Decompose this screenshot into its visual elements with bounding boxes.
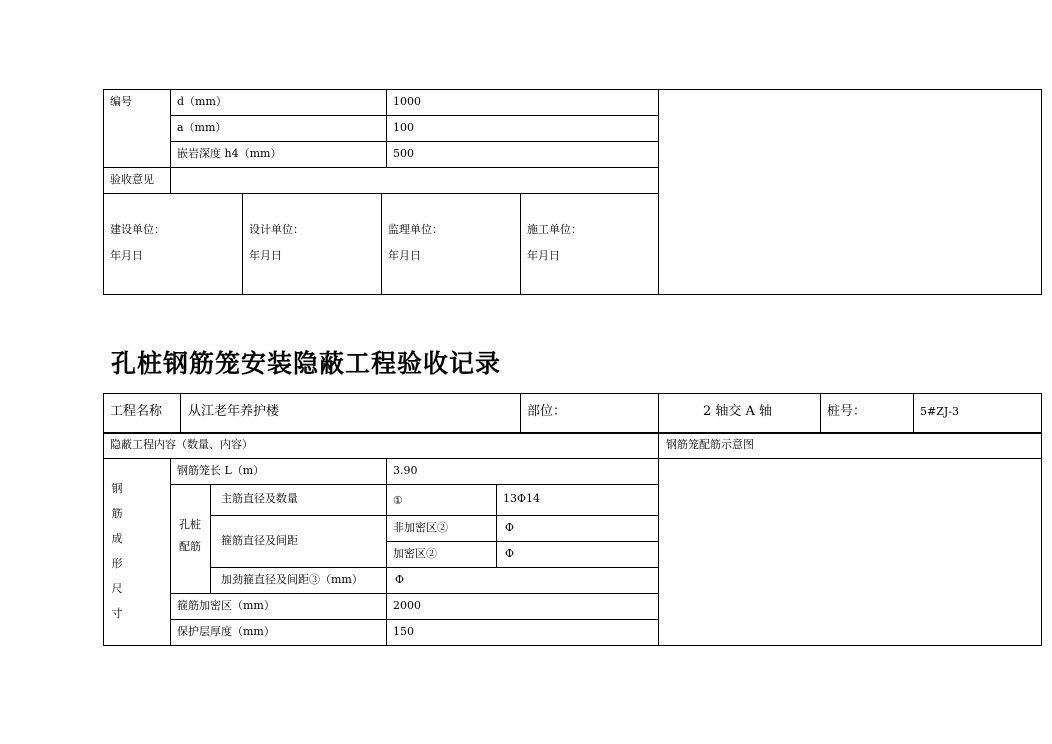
h4-label: 嵌岩深度 h4（mm） xyxy=(177,147,282,160)
d-value: 1000 xyxy=(393,95,421,108)
project-name-value: 从江老年养护楼 xyxy=(188,404,280,419)
signer-unit-construction: 建设单位： xyxy=(110,223,165,236)
main-bar-label: 主筋直径及数量 xyxy=(221,492,298,505)
main-bar-mark: ① xyxy=(393,494,403,507)
h4-value: 500 xyxy=(393,147,414,160)
signer-date-design: 年月日 xyxy=(249,249,282,262)
content-label: 隐蔽工程内容（数量、内容） xyxy=(110,438,253,451)
signer-date-construction: 年月日 xyxy=(110,249,143,262)
pile-no-value: 5#ZJ-3 xyxy=(920,405,959,418)
signer-unit-supervision: 监理单位： xyxy=(388,223,443,236)
cover-label: 保护层厚度（mm） xyxy=(177,625,275,638)
cover-value: 150 xyxy=(393,625,414,638)
rebar-size-side-label: 钢筋成形尺寸 xyxy=(111,482,123,620)
non-dense-label: 非加密区② xyxy=(393,521,448,534)
d-label: d（mm） xyxy=(177,95,227,108)
pile-no-label: 桩号： xyxy=(827,404,867,419)
diagram-label: 钢筋笼配筋示意图 xyxy=(666,438,754,451)
project-name-label: 工程名称 xyxy=(110,404,163,419)
dense-zone-label: 箍筋加密区（mm） xyxy=(177,599,275,612)
acceptance-label: 验收意见 xyxy=(110,173,154,186)
signer-unit-design: 设计单位： xyxy=(249,223,304,236)
dense-label: 加密区② xyxy=(393,547,437,560)
part-label: 部位： xyxy=(527,404,567,419)
part-value: 2 轴交 A 轴 xyxy=(703,404,773,419)
cage-length-label: 钢筋笼长 L（m） xyxy=(177,464,265,477)
top-table xyxy=(103,89,1042,295)
a-value: 100 xyxy=(393,121,414,134)
bianhao-label: 编号 xyxy=(110,95,132,108)
stiffener-value: Φ xyxy=(395,573,405,586)
stiffener-label: 加劲箍直径及间距③（mm） xyxy=(221,573,363,586)
stirrup-label: 箍筋直径及间距 xyxy=(221,534,298,547)
page-title: 孔桩钢筋笼安装隐蔽工程验收记录 xyxy=(111,349,502,378)
dense-value: Φ xyxy=(505,547,515,560)
signer-date-contractor: 年月日 xyxy=(527,249,560,262)
cage-length-value: 3.90 xyxy=(393,464,418,477)
signer-unit-contractor: 施工单位： xyxy=(527,223,582,236)
dense-zone-value: 2000 xyxy=(393,599,421,612)
top-divider-right xyxy=(658,89,659,295)
a-label: a（mm） xyxy=(177,121,227,134)
pile-rebar-label: 孔桩配筋 xyxy=(179,518,201,553)
non-dense-value: Φ xyxy=(505,521,515,534)
signer-date-supervision: 年月日 xyxy=(388,249,421,262)
main-bar-value: 13Φ14 xyxy=(503,492,541,505)
